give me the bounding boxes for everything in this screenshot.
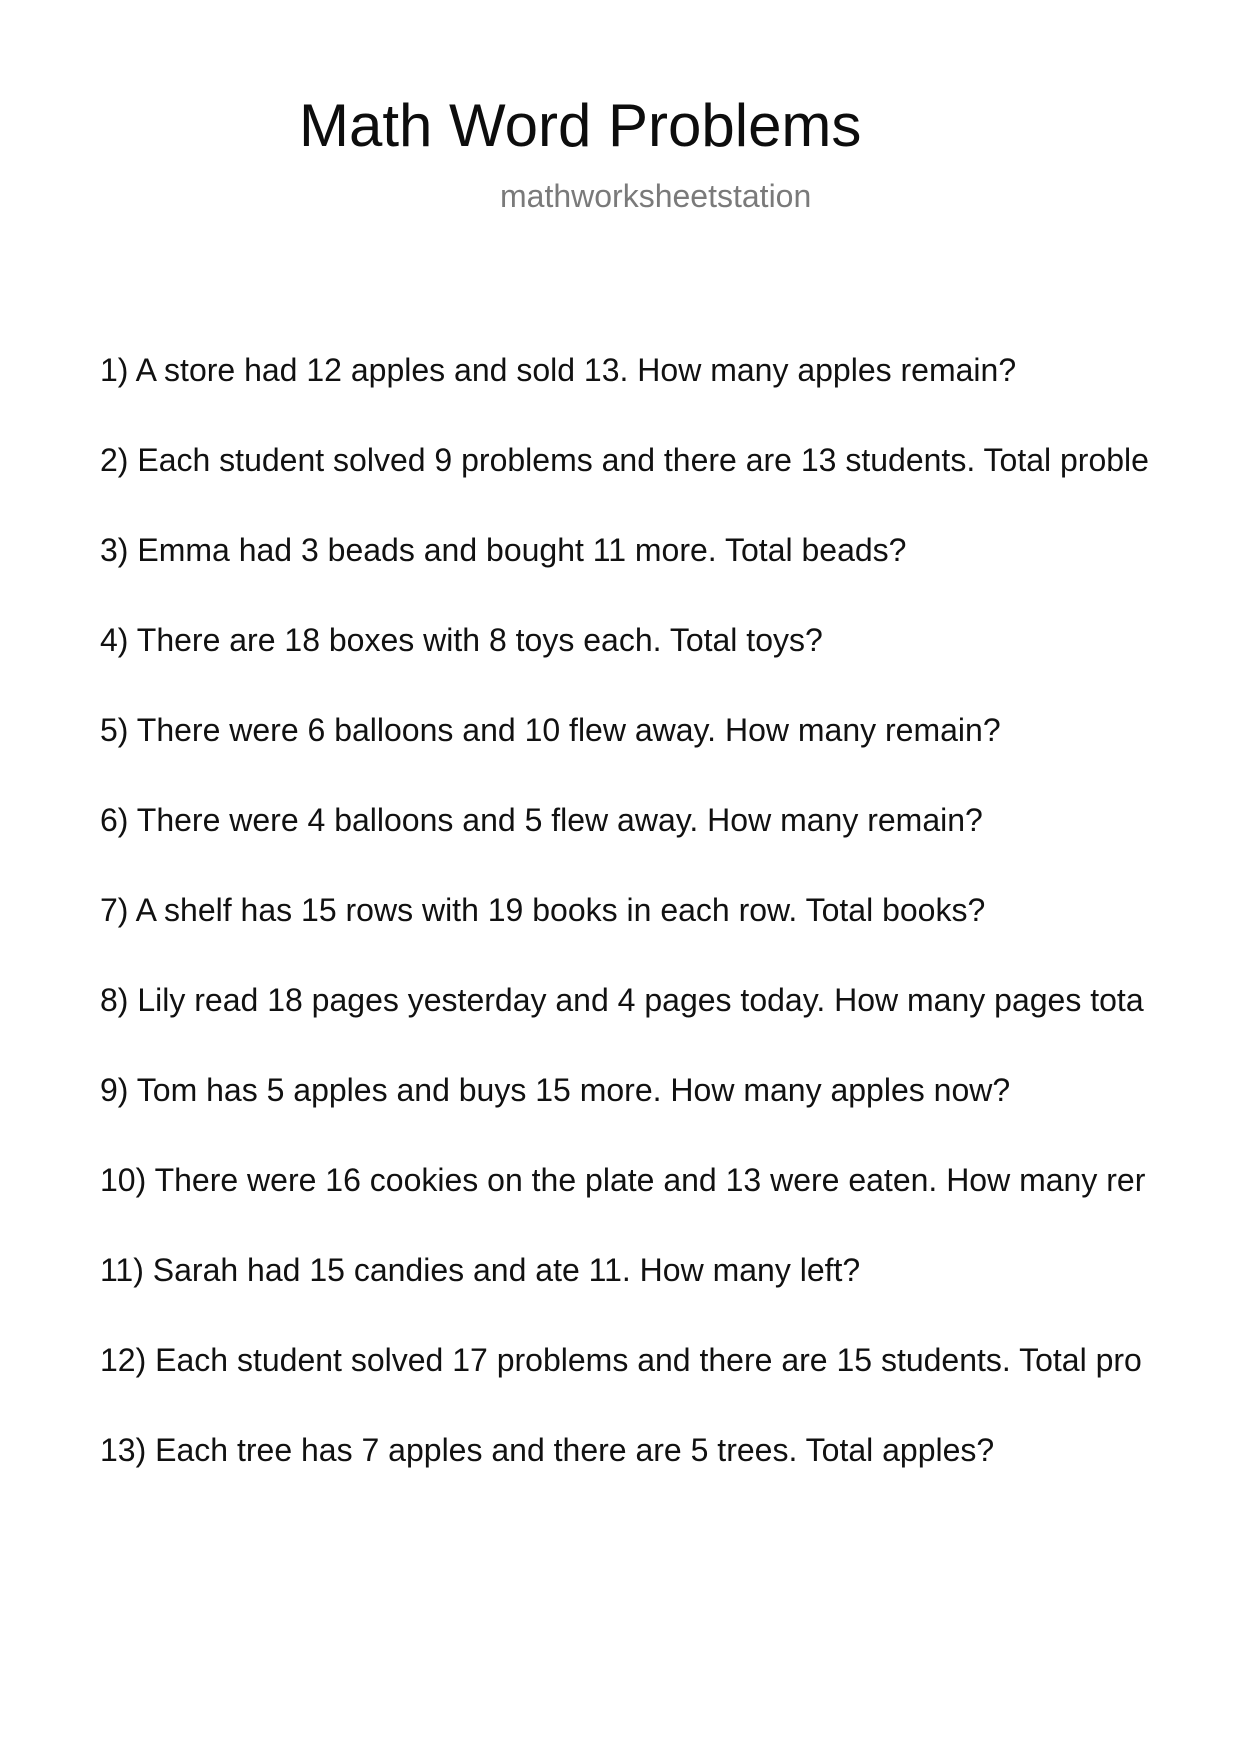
problem-item: 7) A shelf has 15 rows with 19 books in each row. Total books? <box>100 892 986 928</box>
problem-item: 2) Each student solved 9 problems and there are 13 students. Total proble <box>100 442 1149 478</box>
problem-item: 1) A store had 12 apples and sold 13. How many apples remain? <box>100 352 1017 388</box>
page-title: Math Word Problems <box>299 92 862 159</box>
problem-list <box>100 348 1240 1518</box>
problem-item: 8) Lily read 18 pages yesterday and 4 pages today. How many pages tota <box>100 982 1144 1018</box>
problem-item: 5) There were 6 balloons and 10 flew away. How many remain? <box>100 712 1001 748</box>
problem-item: 12) Each student solved 17 problems and there are 15 students. Total pro <box>100 1342 1142 1378</box>
problem-item: 6) There were 4 balloons and 5 flew away. How many remain? <box>100 802 983 838</box>
problem-item: 13) Each tree has 7 apples and there are 5 trees. Total apples? <box>100 1432 995 1468</box>
problem-item: 3) Emma had 3 beads and bought 11 more. Total beads? <box>100 532 907 568</box>
problem-item: 10) There were 16 cookies on the plate and 13 were eaten. How many rer <box>100 1162 1146 1198</box>
source-label: mathworksheetstation <box>500 178 812 214</box>
problem-item: 4) There are 18 boxes with 8 toys each. Total toys? <box>100 622 823 658</box>
problem-item: 11) Sarah had 15 candies and ate 11. How many left? <box>100 1252 861 1288</box>
problem-item: 9) Tom has 5 apples and buys 15 more. How many apples now? <box>100 1072 1011 1108</box>
